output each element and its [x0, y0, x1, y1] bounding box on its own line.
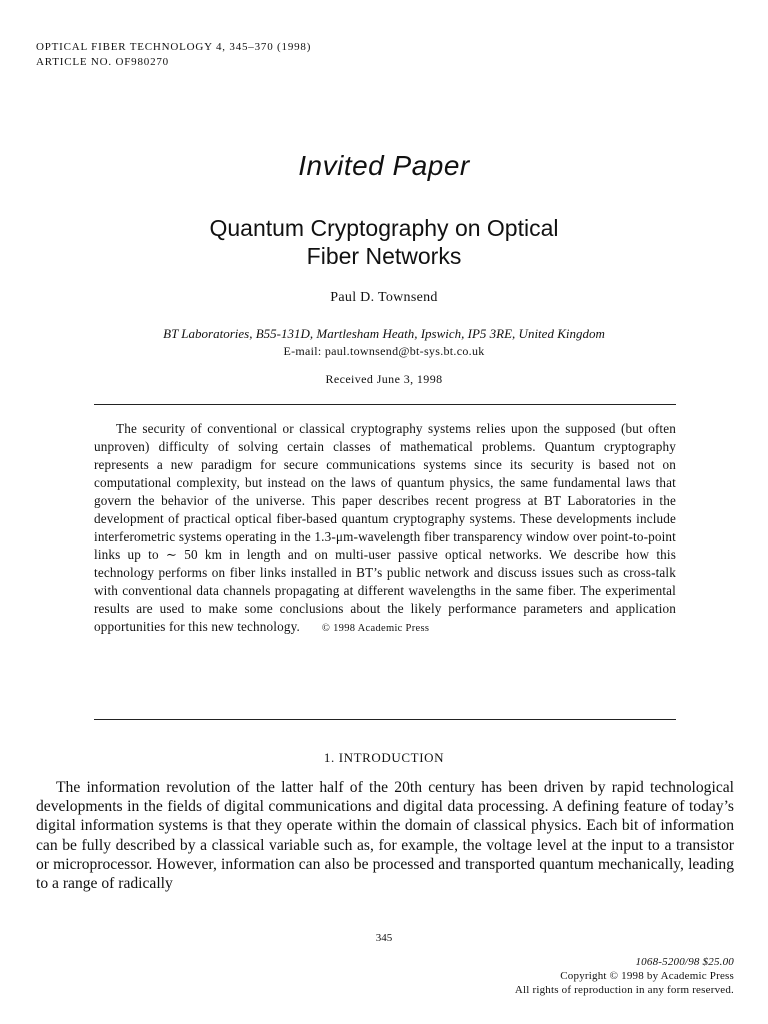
paper-title: [0, 214, 768, 270]
abstract-text: The security of conventional or classical cryptography systems relies upon the supposed (but often unproven) difficulty of solving certain classes of mathematical problems. Quantum cryptography represents a new paradigm for secure communications systems since its security is based not on computational complexity, but instead on the laws of quantum physics, the same fundamental laws that govern the behavior of the universe. This paper describes recent progress at BT Laboratories in the development of practical optical fiber-based quantum cryptography systems. These developments include interferometric systems operating in the 1.3-μm-wavelength fiber transparency window over point-to-point links up to ∼ 50 km in length and on multi-user passive optical networks. We describe how this technology performs on fiber links installed in BT’s public network and discuss issues such as cross-talk with conventional data channels propagating at different wavelengths in the same fiber. The experimental results are used to make some conclusions about the likely performance parameters and application opportunities for this new technology.: [94, 421, 676, 634]
journal-citation: OPTICAL FIBER TECHNOLOGY 4, 345–370 (1998): [36, 41, 312, 53]
page-number: 345: [375, 932, 393, 944]
price-code: 1068-5200/98 $25.00: [635, 956, 734, 968]
footer-rights: All rights of reproduction in any form reserved.: [514, 984, 734, 996]
footer-copyright: Copyright © 1998 by Academic Press: [560, 970, 734, 982]
abstract-top-rule: [94, 404, 676, 405]
abstract-copyright: © 1998 Academic Press: [321, 623, 430, 634]
section-heading: 1. INTRODUCTION: [323, 750, 445, 765]
article-number: ARTICLE NO. OF980270: [36, 56, 169, 68]
abstract: [94, 420, 676, 638]
abstract-bottom-rule: [94, 719, 676, 720]
received-date: Received June 3, 1998: [325, 372, 443, 386]
author-name: Paul D. Townsend: [330, 290, 438, 305]
running-head: [36, 40, 311, 70]
author-affiliation: BT Laboratories, B55-131D, Martlesham Heath, Ipswich, IP5 3RE, United Kingdom: [163, 326, 605, 341]
copyright-footer: [515, 955, 734, 997]
invited-paper-label: Invited Paper: [298, 150, 470, 181]
introduction-text: The information revolution of the latter half of the 20th century has been driven by rapid technological developments in the fields of digital communications and digital data processing. A defining feature of today’s digital information systems is that they operate within the domain of classical physics. Each bit of information can be fully described by a classical variable such as, for example, the voltage level at the input to a transistor or microprocessor. However, information can also be processed and transported quantum mechanically, leading to a range of radically: [36, 779, 734, 893]
author-email: E-mail: paul.townsend@bt-sys.bt.co.uk: [283, 344, 485, 358]
title-line-1: Quantum Cryptography on Optical: [209, 215, 559, 241]
title-line-2: Fiber Networks: [306, 243, 462, 269]
